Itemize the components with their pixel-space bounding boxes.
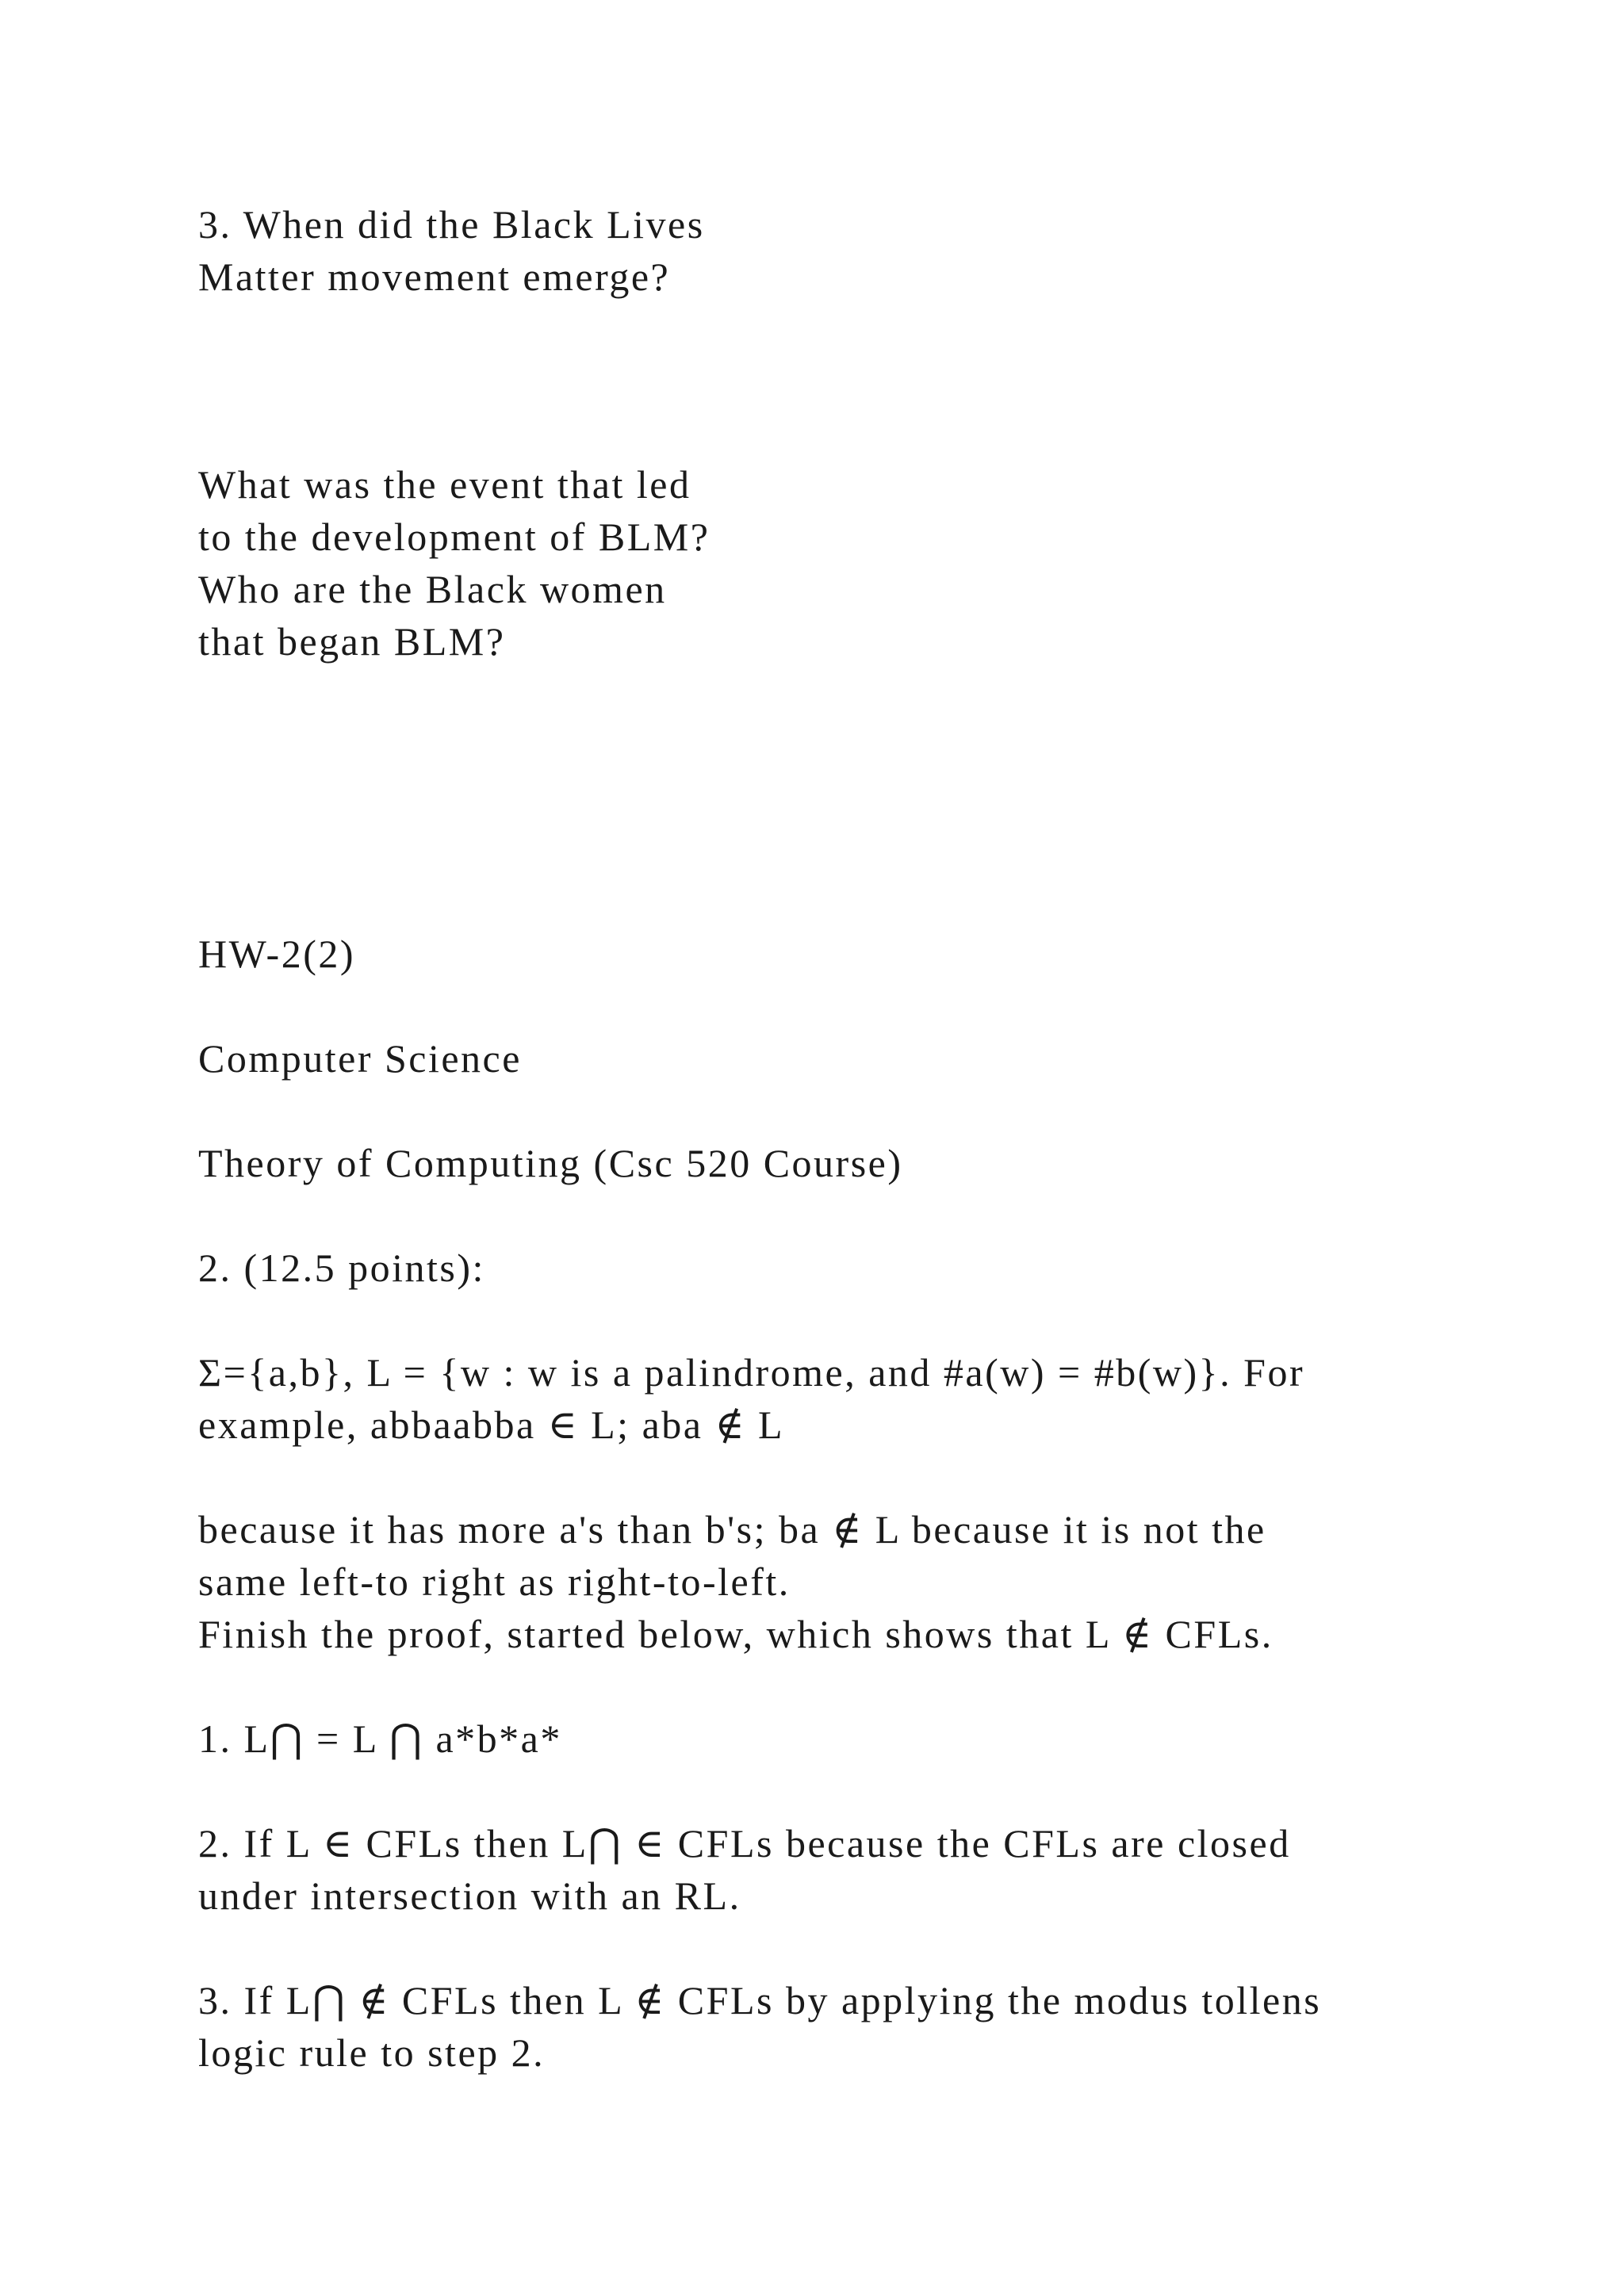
- subject-title: Computer Science: [198, 1036, 522, 1081]
- proof-step-3-line-1: 3. If L⋂ ∉ CFLs then L ∉ CFLs by applying the modus tollens: [198, 1978, 1322, 2022]
- proof-step-3-line-2: logic rule to step 2.: [198, 2030, 546, 2075]
- proof-step-2-line-1: 2. If L ∈ CFLs then L⋂ ∈ CFLs because the CFLs are closed: [198, 1821, 1291, 1866]
- question-3-line-3: What was the event that led: [198, 462, 691, 507]
- question-3-line-1: 3. When did the Black Lives: [198, 202, 705, 247]
- problem-text-line-3: because it has more a's than b's; ba ∉ L because it is not the: [198, 1507, 1266, 1552]
- question-3-line-5: Who are the Black women: [198, 567, 667, 611]
- problem-text-line-1: Σ={a,b}, L = {w : w is a palindrome, and #a(w) = #b(w)}. For: [198, 1350, 1305, 1395]
- proof-step-2-line-2: under intersection with an RL.: [198, 1873, 741, 1918]
- homework-code: HW-2(2): [198, 932, 355, 976]
- proof-step-1: 1. L⋂ = L ⋂ a*b*a*: [198, 1716, 562, 1761]
- problem-text-line-2: example, abbaabba ∈ L; aba ∉ L: [198, 1402, 785, 1447]
- problem-text-line-5: Finish the proof, started below, which shows that L ∉ CFLs.: [198, 1612, 1274, 1656]
- problem-title: 2. (12.5 points):: [198, 1246, 485, 1290]
- question-3-line-6: that began BLM?: [198, 619, 506, 664]
- question-3-line-4: to the development of BLM?: [198, 515, 710, 559]
- problem-text-line-4: same left-to right as right-to-left.: [198, 1559, 791, 1604]
- question-3-line-2: Matter movement emerge?: [198, 254, 671, 299]
- course-title: Theory of Computing (Csc 520 Course): [198, 1141, 903, 1185]
